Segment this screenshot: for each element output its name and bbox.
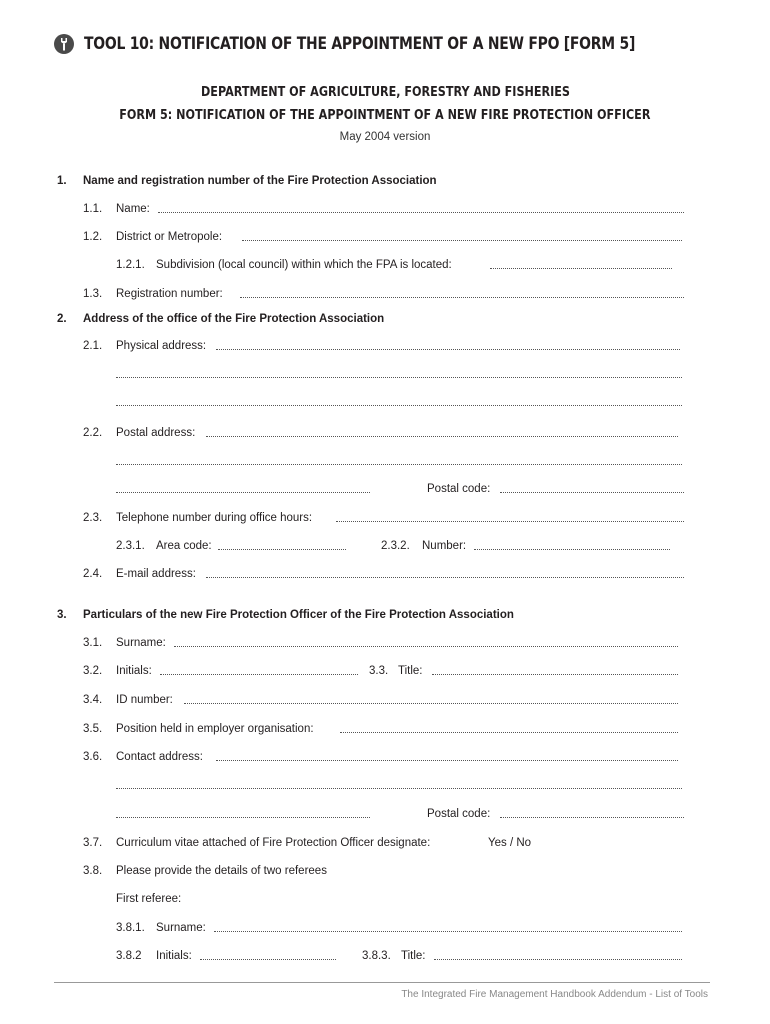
section-2-number: 2. <box>57 313 67 325</box>
field-2-1-physical-address-line-3[interactable] <box>116 405 682 406</box>
field-3-8-label: Please provide the details of two referees <box>116 865 327 877</box>
field-3-1-number: 3.1. <box>83 637 103 649</box>
field-2-3-1-area-code-input[interactable] <box>218 549 346 550</box>
first-referee-label: First referee: <box>116 893 182 905</box>
field-1-2-1-label: Subdivision (local council) within which the FPA is located: <box>156 259 452 271</box>
field-1-1-label: Name: <box>116 203 150 215</box>
field-3-2-number: 3.2. <box>83 665 103 677</box>
field-3-4-number: 3.4. <box>83 694 103 706</box>
field-2-2-postal-address-line-2[interactable] <box>116 464 682 465</box>
field-3-6-contact-address-line-2[interactable] <box>116 788 682 789</box>
tool-title: TOOL 10: NOTIFICATION OF THE APPOINTMENT OF A NEW FPO [FORM 5] <box>84 34 636 54</box>
field-3-1-label: Surname: <box>116 637 166 649</box>
field-1-2-district-input[interactable] <box>242 240 682 241</box>
field-3-8-2-label: Initials: <box>156 950 192 962</box>
field-3-6-number: 3.6. <box>83 751 103 763</box>
field-2-1-number: 2.1. <box>83 340 103 352</box>
field-3-6-contact-address-input[interactable] <box>216 760 678 761</box>
field-3-8-1-label: Surname: <box>156 922 206 934</box>
field-3-8-3-title-input[interactable] <box>434 959 682 960</box>
field-1-3-label: Registration number: <box>116 288 223 300</box>
field-2-4-label: E-mail address: <box>116 568 196 580</box>
field-2-1-label: Physical address: <box>116 340 207 352</box>
field-3-8-number: 3.8. <box>83 865 103 877</box>
field-3-8-2-number: 3.8.2 <box>116 950 142 962</box>
field-3-6-contact-address-line-3[interactable] <box>116 817 370 818</box>
field-3-2-label: Initials: <box>116 665 152 677</box>
field-3-6-postal-code-label: Postal code: <box>427 808 491 820</box>
section-3-number: 3. <box>57 609 67 621</box>
field-2-3-1-number: 2.3.1. <box>116 540 145 552</box>
section-1-number: 1. <box>57 175 67 187</box>
field-2-2-postal-address-input[interactable] <box>206 436 678 437</box>
field-1-2-1-subdivision-input[interactable] <box>490 268 672 269</box>
tool-icon <box>54 34 74 54</box>
field-3-5-position-input[interactable] <box>340 732 678 733</box>
section-2-title: Address of the office of the Fire Protection Association <box>83 313 385 325</box>
field-1-2-number: 1.2. <box>83 231 103 243</box>
cv-attached-options[interactable]: Yes / No <box>488 837 532 849</box>
field-3-8-3-number: 3.8.3. <box>362 950 391 962</box>
field-2-2-postal-code-input[interactable] <box>500 492 684 493</box>
form-title: FORM 5: NOTIFICATION OF THE APPOINTMENT OF A NEW FIRE PROTECTION OFFICER <box>119 108 651 123</box>
field-1-2-1-number: 1.2.1. <box>116 259 145 271</box>
field-2-3-number: 2.3. <box>83 512 103 524</box>
field-2-3-1-label: Area code: <box>156 540 212 552</box>
field-1-2-label: District or Metropole: <box>116 231 223 243</box>
field-2-1-physical-address-input[interactable] <box>216 349 680 350</box>
field-1-3-number: 1.3. <box>83 288 103 300</box>
field-3-8-2-initials-input[interactable] <box>200 959 336 960</box>
field-2-1-physical-address-line-2[interactable] <box>116 377 682 378</box>
field-2-3-telephone-input[interactable] <box>336 521 684 522</box>
field-3-5-number: 3.5. <box>83 723 103 735</box>
field-3-7-number: 3.7. <box>83 837 103 849</box>
field-2-2-label: Postal address: <box>116 427 196 439</box>
form-version: May 2004 version <box>339 131 431 143</box>
field-2-2-number: 2.2. <box>83 427 103 439</box>
field-3-4-label: ID number: <box>116 694 173 706</box>
field-3-6-label: Contact address: <box>116 751 203 763</box>
tool-header <box>54 32 694 58</box>
footer-divider <box>54 982 710 983</box>
field-3-8-3-label: Title: <box>401 950 426 962</box>
field-3-3-title-input[interactable] <box>432 674 678 675</box>
field-1-1-name-input[interactable] <box>158 212 684 213</box>
field-3-6-postal-code-input[interactable] <box>500 817 684 818</box>
field-1-1-number: 1.1. <box>83 203 103 215</box>
field-2-2-postal-code-label: Postal code: <box>427 483 491 495</box>
field-2-4-number: 2.4. <box>83 568 103 580</box>
field-3-2-initials-input[interactable] <box>160 674 358 675</box>
field-3-8-1-surname-input[interactable] <box>214 931 682 932</box>
field-3-8-1-number: 3.8.1. <box>116 922 145 934</box>
field-2-3-2-number-input[interactable] <box>474 549 670 550</box>
field-3-4-id-number-input[interactable] <box>184 703 678 704</box>
field-1-3-registration-input[interactable] <box>240 297 684 298</box>
section-1-title: Name and registration number of the Fire Protection Association <box>83 175 437 187</box>
field-3-7-label: Curriculum vitae attached of Fire Protection Officer designate: <box>116 837 431 849</box>
page-footer: The Integrated Fire Management Handbook Addendum - List of Tools <box>401 989 708 1000</box>
field-2-3-2-number: 2.3.2. <box>381 540 410 552</box>
field-2-4-email-input[interactable] <box>206 577 684 578</box>
department-heading: DEPARTMENT OF AGRICULTURE, FORESTRY AND FISHERIES <box>200 85 570 100</box>
field-3-1-surname-input[interactable] <box>174 646 678 647</box>
field-3-3-number: 3.3. <box>369 665 389 677</box>
field-2-2-postal-address-line-3[interactable] <box>116 492 370 493</box>
section-3-title: Particulars of the new Fire Protection Officer of the Fire Protection Association <box>83 609 514 621</box>
field-2-3-2-label: Number: <box>422 540 467 552</box>
field-2-3-label: Telephone number during office hours: <box>116 512 313 524</box>
field-3-3-label: Title: <box>398 665 423 677</box>
field-3-5-label: Position held in employer organisation: <box>116 723 314 735</box>
